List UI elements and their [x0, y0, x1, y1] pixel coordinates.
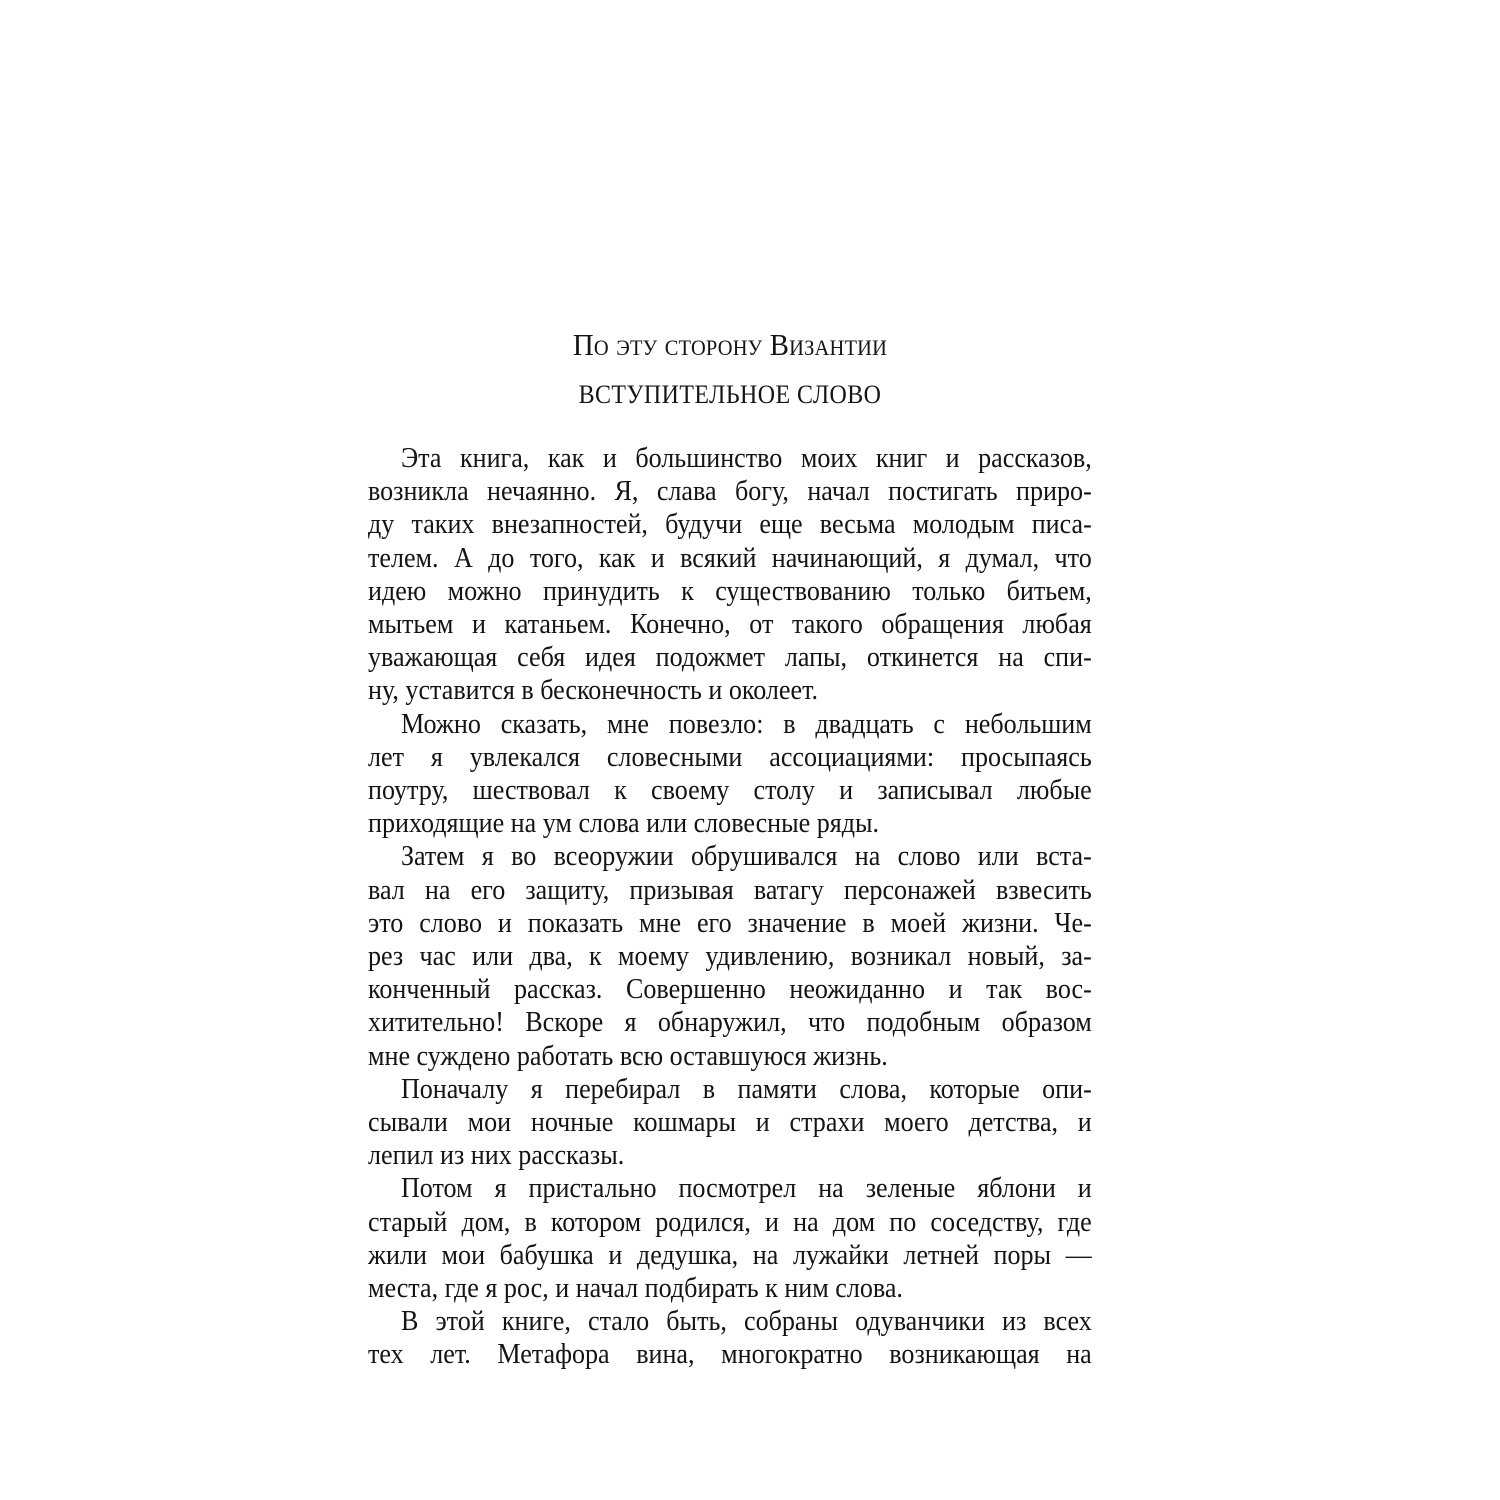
- text-line: Поначалу я перебирал в памяти слова, которые опи-: [400, 1073, 1092, 1105]
- text-line: телем. А до того, как и всякий начинающий, я думал, что: [368, 542, 1092, 574]
- text-line: мне суждено работать всю оставшуюся жизнь.: [368, 1040, 888, 1072]
- text-line: это слово и показать мне его значение в моей жизни. Че-: [368, 907, 1092, 939]
- text-line: возникла нечаянно. Я, слава богу, начал постигать приро-: [368, 476, 1092, 508]
- paragraph: [368, 1073, 1092, 1173]
- text-line: хитительно! Вскоре я обнаружил, что подобным образом: [368, 1007, 1092, 1039]
- paragraph: [368, 708, 1092, 841]
- text-line: конченный рассказ. Совершенно неожиданно и так вос-: [368, 974, 1092, 1006]
- body-text: [368, 442, 1092, 1372]
- text-line: старый дом, в котором родился, и на дом по соседству, где: [368, 1206, 1092, 1238]
- text-line: Затем я во всеоружии обрушивался на слово или вста-: [400, 841, 1092, 873]
- text-line: Эта книга, как и большинство моих книг и рассказов,: [400, 443, 1092, 474]
- text-line: Можно сказать, мне повезло: в двадцать с небольшим: [400, 708, 1092, 740]
- text-line: мытьем и катаньем. Конечно, от такого обращения любая: [368, 609, 1092, 641]
- text-line: Потом я пристально посмотрел на зеленые яблони и: [400, 1173, 1092, 1205]
- text-line: ну, уставится в бесконечность и околеет.: [368, 675, 819, 707]
- paragraph: [368, 840, 1092, 1072]
- text-line: поутру, шествовал к своему столу и записывал любые: [368, 775, 1092, 807]
- paragraph: [368, 1305, 1092, 1371]
- text-line: В этой книге, стало быть, собраны одуванчики из всех: [400, 1306, 1092, 1338]
- text-line: рез час или два, к моему удивлению, возникал новый, за-: [368, 941, 1092, 973]
- text-line: ду таких внезапностей, будучи еще весьма молодым писа-: [368, 509, 1092, 541]
- text-line: приходящие на ум слова или словесные ряды.: [368, 808, 880, 840]
- text-line: тех лет. Метафора вина, многократно возникающая на: [368, 1339, 1092, 1371]
- text-line: места, где я рос, и начал подбирать к ним слова.: [368, 1273, 903, 1305]
- text-line: лет я увлекался словесными ассоциациями: просыпаясь: [368, 741, 1092, 773]
- text-line: жили мои бабушка и дедушка, на лужайки летней поры —: [368, 1239, 1092, 1271]
- book-page: [368, 325, 1092, 1372]
- text-line: сывали мои ночные кошмары и страхи моего детства, и: [368, 1107, 1092, 1139]
- chapter-title: По эту сторону Византии: [572, 327, 888, 362]
- text-line: идею можно принудить к существованию только битьем,: [368, 575, 1092, 607]
- text-line: вал на его защиту, призывая ватагу персонажей взвесить: [368, 874, 1092, 906]
- paragraph: [368, 1172, 1092, 1305]
- chapter-subtitle: ВСТУПИТЕЛЬНОЕ СЛОВО: [578, 380, 882, 409]
- text-line: лепил из них рассказы.: [368, 1140, 625, 1172]
- paragraph: [368, 442, 1092, 708]
- text-line: уважающая себя идея подожмет лапы, откинется на спи-: [368, 642, 1092, 674]
